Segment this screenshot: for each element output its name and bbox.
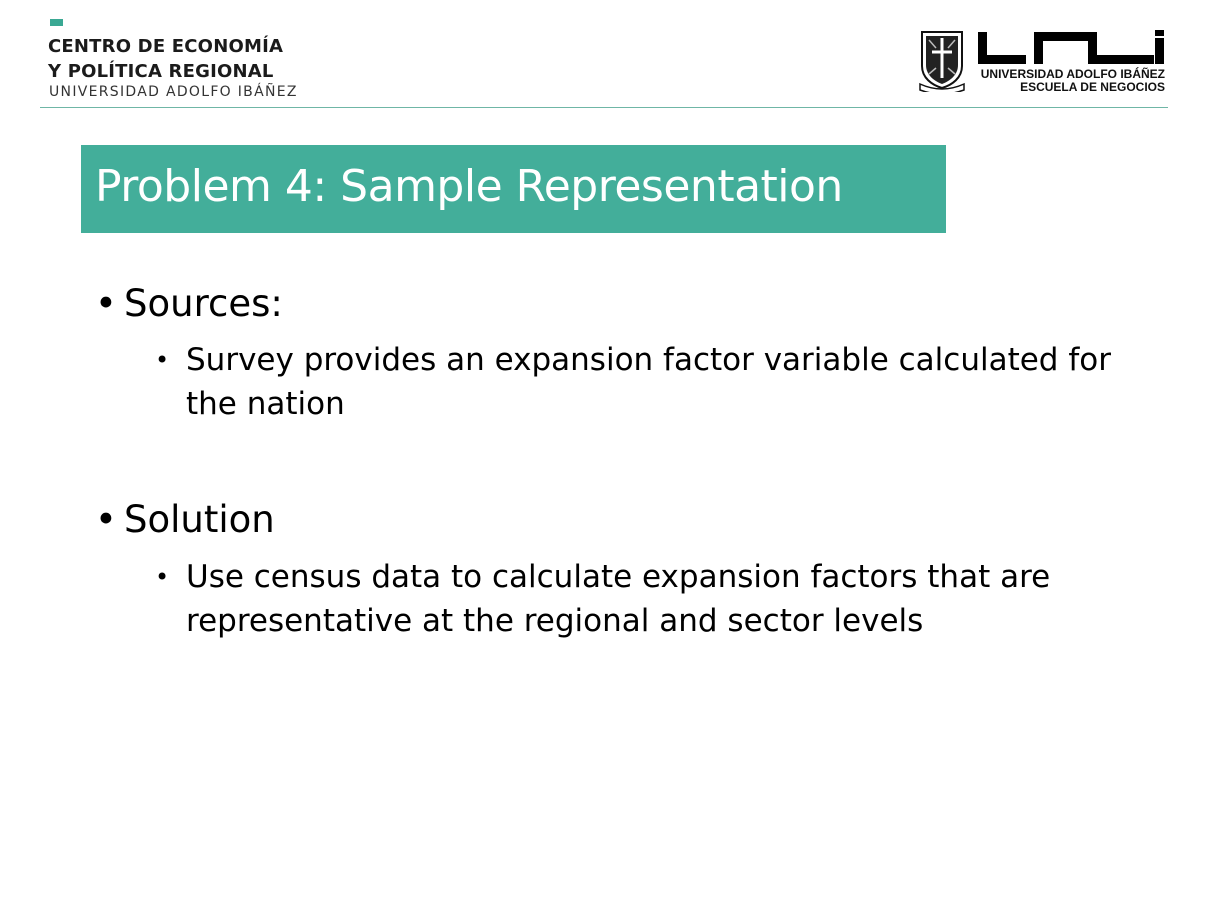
bullet-dot-icon: • bbox=[155, 563, 170, 591]
uai-business-school-name: ESCUELA DE NEGOCIOS bbox=[1020, 80, 1165, 94]
uai-university-name: UNIVERSIDAD ADOLFO IBÁÑEZ bbox=[980, 67, 1165, 81]
bullet-dot-icon: • bbox=[95, 498, 117, 541]
center-name-line1: CENTRO DE ECONOMÍA bbox=[48, 36, 284, 57]
slide-title: Problem 4: Sample Representation bbox=[95, 161, 843, 212]
center-name-line2: Y POLÍTICA REGIONAL bbox=[48, 61, 274, 82]
bullet-heading-solution: Solution bbox=[124, 498, 275, 541]
bullet-heading-sources: Sources: bbox=[124, 282, 283, 325]
bullet-dot-icon: • bbox=[95, 282, 117, 325]
bullet-level2-survey bbox=[155, 338, 1135, 426]
center-university-subtitle: UNIVERSIDAD ADOLFO IBÁÑEZ bbox=[49, 84, 298, 100]
bullet-dot-icon: • bbox=[155, 346, 170, 374]
bullet-text-census: Use census data to calculate expansion factors that are representative at the regional and sector levels bbox=[186, 559, 1051, 639]
bullet-level1-solution bbox=[95, 498, 275, 542]
bullet-text-survey: Survey provides an expansion factor variable calculated for the nation bbox=[186, 342, 1111, 422]
bullet-level1-sources bbox=[95, 282, 283, 326]
bullet-level2-census bbox=[155, 555, 1135, 643]
